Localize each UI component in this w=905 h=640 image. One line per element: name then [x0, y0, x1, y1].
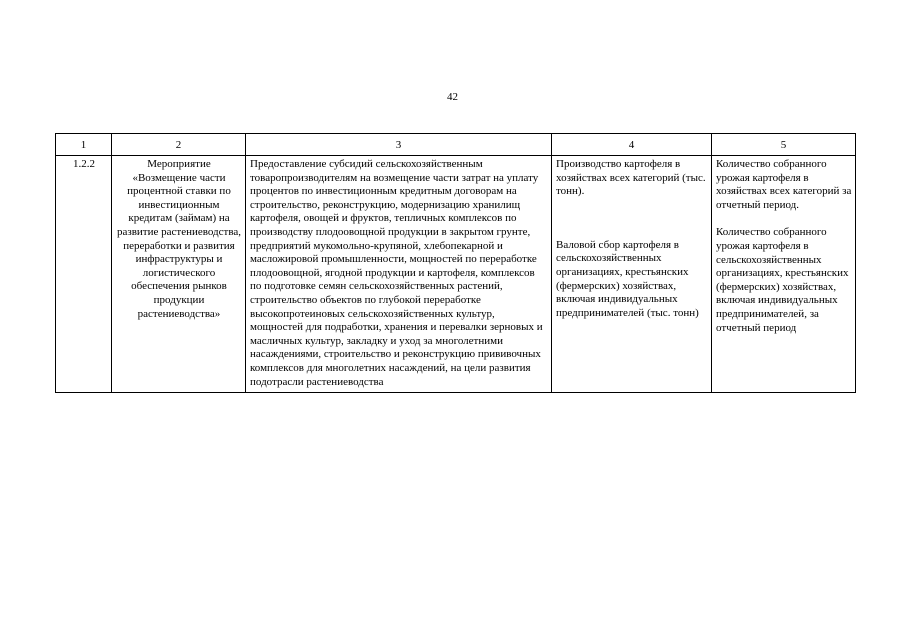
header-cell-2: 2 — [112, 134, 246, 156]
indicator-text-2: Валовой сбор картофеля в сельскохозяйственных организациях, крестьянских (фермерских) хозяйствах, включая индивидуальных предпринимателей (тыс. тонн) — [556, 238, 699, 319]
header-cell-5: 5 — [712, 134, 856, 156]
calculation-text-1: Количество собранного урожая картофеля в хозяйствах всех категорий за отчетный период. — [716, 158, 852, 211]
calculation-cell — [712, 156, 856, 393]
measure-name-cell: Мероприятие «Возмещение части процентной ставки по инвестиционным кредитам (займам) на развитие растениеводства, переработки и развития инфраструктуры и логистического обеспечения рынков продукции растениеводства» — [112, 156, 246, 393]
page-number: 42 — [447, 91, 458, 103]
header-cell-3: 3 — [246, 134, 552, 156]
paragraph-gap — [556, 199, 708, 239]
indicator-cell — [552, 156, 712, 393]
header-cell-1: 1 — [56, 134, 112, 156]
measure-description-cell: Предоставление субсидий сельскохозяйственным товаропроизводителям на возмещение части затрат на уплату процентов по инвестиционным кредитным договорам на строительство, реконструкцию, модернизацию хранилищ картофеля, овощей и фруктов, тепличных комплексов по производству плодоовощной продукции в закрытом грунте, предприятий мукомольно-крупяной, хлебопекарной и масложировой промышленности, мощностей по переработке плодоовощной, ягодной продукции и картофеля, комплексов по подготовке семян сельскохозяйственных растений, строительство объектов по глубокой переработке высокопротеиновых сельскохозяйственных культур, мощностей для подработки, хранения и перевалки зерновых и масличных культур, закладку и уход за многолетними насаждениями, строительство и реконструкцию прививочных комплексов для многолетних насаждений, на цели развития подотрасли растениеводства — [246, 156, 552, 393]
data-table — [55, 133, 856, 393]
paragraph-gap — [716, 212, 852, 226]
indicator-text-1: Производство картофеля в хозяйствах всех категорий (тыс. тонн). — [556, 158, 706, 198]
header-cell-4: 4 — [552, 134, 712, 156]
table-row — [56, 156, 856, 393]
table-header-row — [56, 134, 856, 156]
calculation-text-2: Количество собранного урожая картофеля в сельскохозяйственных организациях, крестьянских (фермерских) хозяйствах, включая индивидуальных предпринимателей, за отчетный период — [716, 226, 849, 334]
row-number-cell: 1.2.2 — [56, 156, 112, 393]
